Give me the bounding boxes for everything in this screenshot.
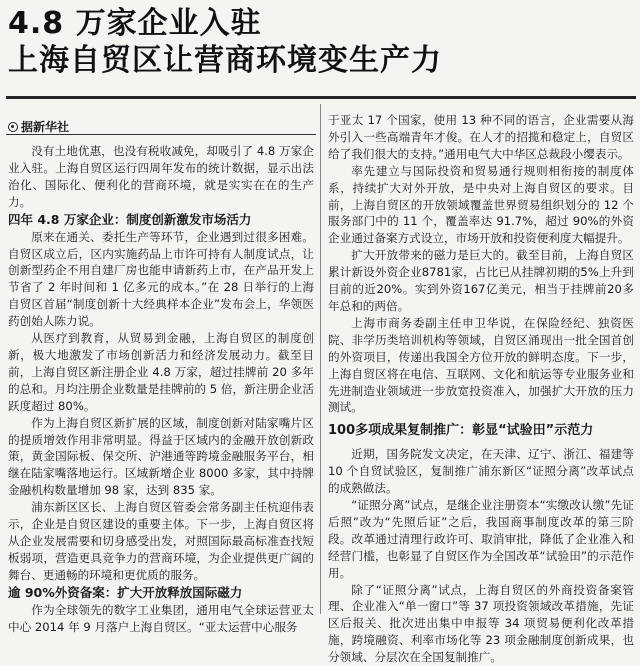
headline-line-1: 4.8 万家企业入驻 xyxy=(8,6,262,41)
paragraph: “证照分离”试点，是继企业注册资本“实缴改认缴”先证后照”改为“先照后证”之后，我国商事制度改革的第三阶段。改革通过清理行政许可、取消审批，降低了企业准入和经营门槛，也彰显了自贸区作为全国改革“试验田”的示范作用。 xyxy=(328,498,634,580)
paragraph: 没有土地优惠，也没有税收减免，却吸引了 4.8 万家企业入驻。上海自贸区运行四周年发布的统计数据，显示出法治化、国际化、便利化的营商环境，就是实实在在的生产力。 xyxy=(8,144,314,209)
paragraph: 上海市商务委副主任申卫华说，在保险经纪、独资医院、非学历类培训机构等领域，自贸区涌现出一批全国首创的外资项目，传递出我国全方位开放的鲜明态度。下一步，上海自贸区将在电信、互联网、文化和航运等专业服务业和先进制造业领域进一步放宽投资准入，加强扩大开放的压力测试。 xyxy=(328,315,634,415)
paragraph: 扩大开放带来的磁力是巨大的。截至目前，上海自贸区累计新设外资企业8781家，占比已从挂牌初期的5%上升到目前的近20%。实到外资167亿美元，相当于挂牌前20多年总和的两倍。 xyxy=(328,248,634,313)
byline-text: 据新华社 xyxy=(21,120,70,134)
byline-rule xyxy=(6,134,316,135)
headline-rule xyxy=(6,96,636,99)
paragraph: 作为上海自贸区新扩展的区域，制度创新对陆家嘴片区的提质增效作用非常明显。得益于区域内的金融开放创新政策，黄金国际板、保交所、沪港通等跨境金融服务平台，相继在陆家嘴落地运行。区域新增企业 8000 多家，其中持牌金融机构数量增加 98 家，达到 835 家。 xyxy=(8,415,314,498)
left-column xyxy=(8,143,314,635)
paragraph: 从医疗到教育，从贸易到金融，上海自贸区的制度创新，极大地激发了市场创新活力和经济发展动力。截至目前，上海自贸区新注册企业 4.8 万家，超过挂牌前 20 多年的总和。月均注册企业数量是挂牌前的 5 倍，新注册企业活跃度超过 80%。 xyxy=(8,331,314,413)
paragraph: 于亚太 17 个国家，使用 13 种不同的语言，企业需要从海外引入一些高端青年才俊。在人才的招揽和稳定上，自贸区给了我们很大的支持。”通用电气大中华区总裁段小缨表示。 xyxy=(328,113,634,161)
paragraph: 率先建立与国际投资和贸易通行规则相衔接的制度体系，持续扩大对外开放，是中央对上海自贸区的要求。目前，上海自贸区的开放领域覆盖世界贸易组织划分的 12 个服务部门中的 11 个，覆盖率达 91.7%，超过 90%的外资企业通过备案方式设立，市场开放和投资便利度大幅提升。 xyxy=(328,163,634,246)
headline-line-2: 上海自贸区让营商环境变生产力 xyxy=(8,43,442,78)
section-subhead: 逾 90%外资备案：扩大开放释放国际磁力 xyxy=(8,584,243,600)
column-divider xyxy=(320,104,321,614)
paragraph: 除了“证照分离”试点，上海自贸区的外商投资备案管理、企业准入“单一窗口”等 37 项投资领域改革措施，先证区后报关、批次进出集中申报等 34 项贸易便利化改革措施，跨境融资、利率市场化等 23 项金融制度创新成果，也分领域、分层次在全国复制推广。 xyxy=(328,582,634,665)
section-subhead: 四年 4.8 万家企业：制度创新激发市场活力 xyxy=(8,211,252,227)
paragraph: 原来在通关、委托生产等环节，企业遇到过很多困难。自贸区成立后，区内实施药品上市许可持有人制度试点，让创新型药企不用自建厂房也能申请新药上市，在产品开发上节省了 2 年时间和 1 亿多元的成本。”在 28 日举行的上海自贸区首届“制度创新十大经典样本企业”发布会上，华领医药创始人陈力说。 xyxy=(8,229,314,329)
paragraph: 浦东新区区长、上海自贸区管委会常务副主任杭迎伟表示，企业是自贸区建设的重要主体。下一步，上海自贸区将从企业发展需要和切身感受出发，对照国际最高标准查找短板弱项，营造更具竞争力的营商环境，为企业提供更广阔的舞台、更通畅的环境和更优质的服务。 xyxy=(8,500,314,582)
byline xyxy=(8,118,69,135)
paragraph: 近期，国务院发文决定，在天津、辽宁、浙江、福建等 10 个自贸试验区，复制推广浦东新区“证照分离”改革试点的成熟做法。 xyxy=(328,447,634,496)
right-column xyxy=(328,112,634,666)
paragraph: 作为全球领先的数字工业集团，通用电气全球运营亚太中心 2014 年 9 月落户上海自贸区。“亚太运营中心服务 xyxy=(8,602,314,634)
bullet-circle-icon xyxy=(8,122,18,132)
section-subhead: 100多项成果复制推广：彰显“试验田”示范力 xyxy=(328,423,594,439)
headline xyxy=(8,6,632,80)
